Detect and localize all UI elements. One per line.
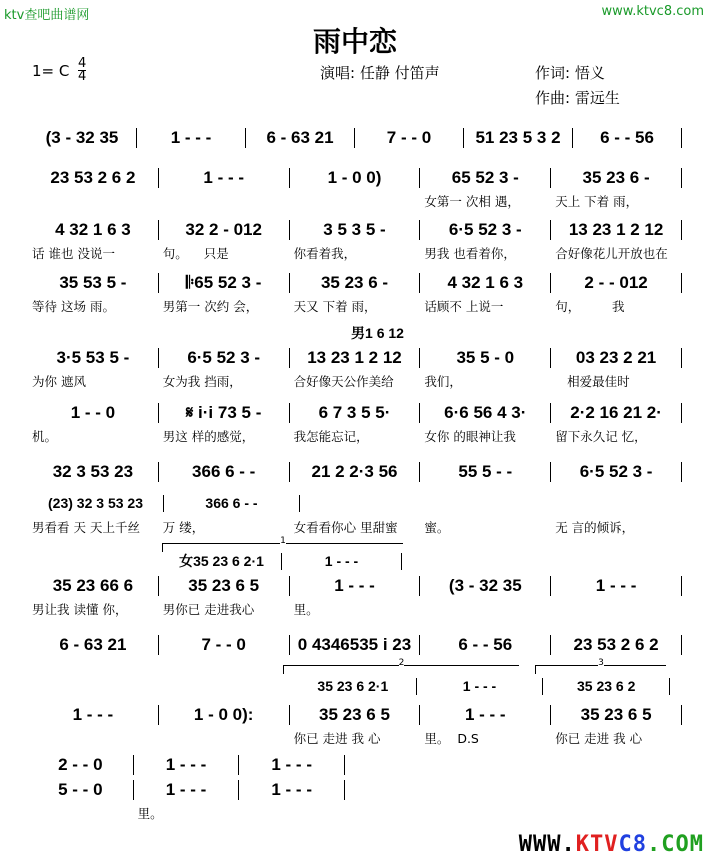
measure: 366 6 - - (164, 495, 300, 512)
lyric (28, 804, 134, 822)
lyric (290, 192, 421, 210)
measure: 1 - - - (28, 705, 159, 725)
notation-row (28, 576, 682, 596)
volta-3 (535, 658, 666, 674)
notation-row (28, 495, 300, 512)
measure: 03 23 2 21 (551, 348, 682, 368)
notation-row (28, 780, 345, 800)
notation-row (290, 678, 670, 695)
lyric (239, 804, 345, 822)
measure: 1 - - - (134, 780, 240, 800)
lyrics-row (28, 427, 682, 445)
site-url[interactable]: www.ktvc8.com (601, 4, 704, 19)
lyric: 蜜。 (424, 520, 450, 535)
measure: 1 - 0 0): (159, 705, 290, 725)
measure: 3 5 3 5 - (290, 220, 421, 240)
lyric: 你已 走进 我 心 (293, 731, 381, 746)
lyric (420, 600, 551, 618)
measure: (23) 32 3 53 23 (28, 495, 164, 512)
measure: 7 - - 0 (159, 635, 290, 655)
notation-row (28, 705, 682, 725)
notation-row (28, 755, 345, 775)
measure: 3·5 53 5 - (28, 348, 159, 368)
measure: 5 - - 0 (28, 780, 134, 800)
lyric: 你看着我， (293, 246, 357, 261)
measure: 6 - - 56 (573, 128, 682, 148)
singer: 演唱: 任静 付笛声 (320, 64, 440, 82)
lyric (28, 192, 159, 210)
lyric (28, 729, 159, 747)
notation-row (28, 128, 682, 148)
song-title: 雨中恋 (312, 25, 397, 58)
measure: 6·5 52 3 - (159, 348, 290, 368)
measure: 35 23 6 2·1 (290, 678, 417, 695)
lyric: 句。 只是 (162, 246, 229, 261)
lyric: 话 谁也 没说一 (32, 246, 115, 261)
volta-label: 1 (280, 536, 286, 546)
notation-row (28, 273, 682, 293)
measure: 35 23 6 - (551, 168, 682, 188)
measure: 6·6 56 4 3· (420, 403, 551, 423)
lyrics-row (28, 192, 682, 210)
measure: 32 2 - 012 (159, 220, 290, 240)
measure: 2·2 16 21 2· (551, 403, 682, 423)
lyric: 相爱最佳时 (555, 374, 630, 389)
measure: 1 - - - (420, 705, 551, 725)
volta-1 (162, 536, 403, 552)
measure: 1 - - - (417, 678, 544, 695)
time-top: 4 (78, 56, 87, 71)
lyricist: 作词: 悟义 (535, 64, 605, 82)
measure: 2 - - 012 (551, 273, 682, 293)
measure: 1 - - - (239, 755, 345, 775)
notation-row (28, 635, 682, 655)
measure: 35 5 - 0 (420, 348, 551, 368)
measure: 13 23 1 2 12 (551, 220, 682, 240)
lyric: 里。 (137, 806, 163, 821)
composer: 作曲: 雷远生 (535, 89, 620, 107)
lyrics-row (28, 372, 682, 390)
measure: 4 32 1 6 3 (28, 220, 159, 240)
lyric: 天又 下着 雨， (293, 299, 377, 314)
site-logo: WWW.KTVC8.COM (518, 832, 704, 857)
time-signature (78, 58, 86, 83)
lyric: 里。 D.S (424, 731, 479, 746)
notation-row (28, 348, 682, 368)
time-bottom: 4 (78, 69, 87, 84)
notation-row (335, 325, 420, 342)
lyric: 合好像花儿开放也在 (555, 246, 668, 261)
notation-row (28, 403, 682, 423)
lyric: 机。 (32, 429, 58, 444)
measure: 1 - 0 0) (290, 168, 421, 188)
notation-row (28, 462, 682, 482)
measure: 1 - - 0 (28, 403, 159, 423)
measure: 35 53 5 - (28, 273, 159, 293)
measure: 35 23 6 5 (551, 705, 682, 725)
lyrics-row (28, 600, 682, 618)
lyric: 合好像天公作美给 (293, 374, 394, 389)
lyric: 天上 下着 雨， (555, 194, 639, 209)
notation-row (162, 553, 402, 570)
lyric: 女第一 次相 遇， (424, 194, 520, 209)
key-signature: 1= C (32, 62, 70, 80)
measure: 6 - 63 21 (28, 635, 159, 655)
lyric: 话顾不 上说一 (424, 299, 504, 314)
lyric: 无 言的倾诉， (555, 520, 635, 535)
measure: 23 53 2 6 2 (28, 168, 159, 188)
volta-label: 3 (598, 658, 604, 668)
lyric: 留下永久记 忆， (555, 429, 647, 444)
measure: 55 5 - - (420, 462, 551, 482)
measure: 1 - - - (290, 576, 421, 596)
measure: (3 - 32 35 (28, 128, 137, 148)
measure: 23 53 2 6 2 (551, 635, 682, 655)
lyric: 女为我 挡雨， (162, 374, 242, 389)
measure: 𝄋 i·i 73 5 - (159, 403, 290, 423)
lyric: 男我 也看着你， (424, 246, 516, 261)
lyric: 里。 (293, 602, 319, 617)
lyric: 男让我 读懂 你， (32, 602, 128, 617)
lyric: 等待 这场 雨。 (32, 299, 115, 314)
measure: (3 - 32 35 (420, 576, 551, 596)
lyric: 句， 我 (555, 299, 625, 314)
notation-row (28, 220, 682, 240)
volta-label: 2 (398, 658, 405, 668)
lyric (159, 729, 290, 747)
lyric: 我们， (424, 374, 462, 389)
lyric (159, 192, 290, 210)
measure: 21 2 2·3 56 (290, 462, 421, 482)
measure: 35 23 6 - (290, 273, 421, 293)
lyrics-row (28, 297, 682, 315)
site-name[interactable]: ktv查吧曲谱网 (4, 8, 90, 23)
lyric: 我怎能忘记， (293, 429, 369, 444)
measure: 35 23 6 5 (159, 576, 290, 596)
measure: 6·5 52 3 - (420, 220, 551, 240)
measure: 6 - - 56 (420, 635, 551, 655)
lyric: 男这 样的感觉， (162, 429, 255, 444)
notation-row (28, 168, 682, 188)
measure: 1 - - - (551, 576, 682, 596)
lyric: 男看看 天 天上千丝 (32, 520, 140, 535)
measure: 1 - - - (239, 780, 345, 800)
measure: 1 - - - (159, 168, 290, 188)
lyric: 为你 遮风 (32, 374, 86, 389)
volta-2 (283, 658, 519, 674)
measure: 366 6 - - (159, 462, 290, 482)
lyrics-row (28, 804, 345, 822)
lyric (551, 600, 682, 618)
lyrics-row (28, 518, 682, 536)
measure: 32 3 53 23 (28, 462, 159, 482)
measure: 51 23 5 3 2 (464, 128, 573, 148)
measure: 4 32 1 6 3 (420, 273, 551, 293)
measure: 6 7 3 5 5· (290, 403, 421, 423)
lyric: 男第一 次约 会， (162, 299, 259, 314)
measure: 65 52 3 - (420, 168, 551, 188)
measure: 2 - - 0 (28, 755, 134, 775)
measure: 35 23 66 6 (28, 576, 159, 596)
lyric: 男你已 走进我心 (162, 602, 255, 617)
lyrics-row (28, 244, 682, 262)
lyrics-row (28, 729, 682, 747)
lyric: 你已 走进 我 心 (555, 731, 643, 746)
measure: 0 4346535 i 23 (290, 635, 421, 655)
measure: 1 - - - (137, 128, 246, 148)
measure: 35 23 6 5 (290, 705, 421, 725)
lyric: 女看看你心 里甜蜜 (293, 520, 398, 535)
measure: 6·5 52 3 - (551, 462, 682, 482)
measure: 男1 6 12 (351, 325, 404, 341)
measure: 1 - - - (282, 553, 402, 570)
measure: 13 23 1 2 12 (290, 348, 421, 368)
lyric: 万 缕， (162, 520, 205, 535)
measure: 1 - - - (134, 755, 240, 775)
measure: 6 - 63 21 (246, 128, 355, 148)
measure: 𝄆65 52 3 - (159, 273, 290, 293)
measure: 女35 23 6 2·1 (162, 553, 282, 570)
lyric: 女你 的眼神让我 (424, 429, 516, 444)
measure: 35 23 6 2 (543, 678, 670, 695)
measure: 7 - - 0 (355, 128, 464, 148)
